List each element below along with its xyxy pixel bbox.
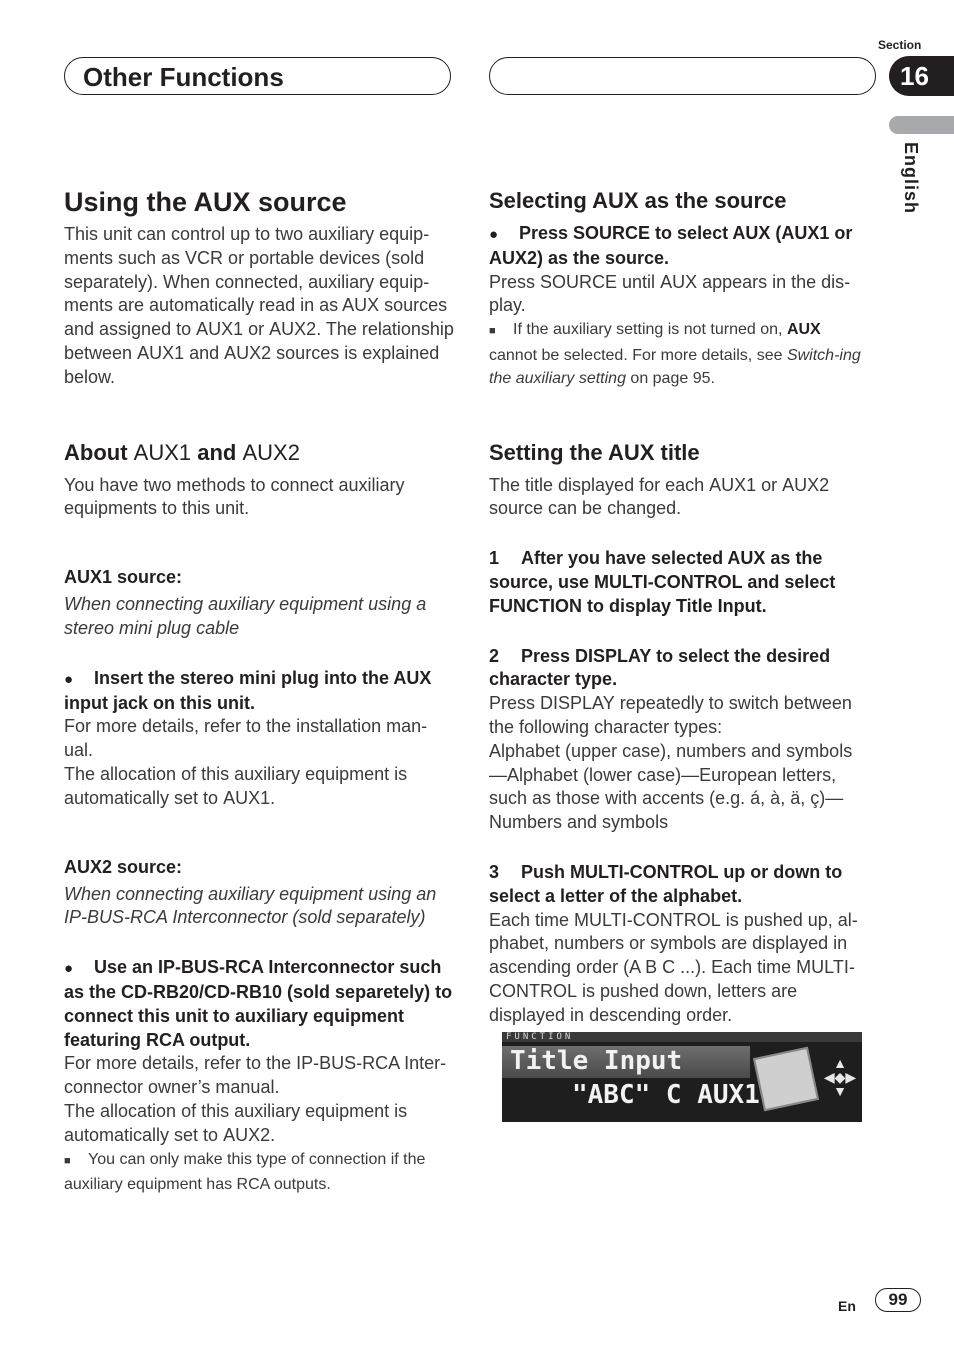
note-square-icon: ■ [489, 325, 496, 338]
aux2-condition: When connecting auxiliary equipment using an IP-BUS-RCA Interconnector (sold separately) [64, 883, 437, 928]
chapter-title: Other Functions [83, 62, 284, 92]
aux2-instruction: ● Use an IP-BUS-RCA Interconnector such as the CD-RB20/CD-RB10 (sold separetely) to connect this unit to auxiliary equipment featuring RCA output. [64, 956, 456, 1052]
display-function-label: FUNCTION [502, 1032, 862, 1042]
section-label: Section [878, 38, 922, 52]
about-text: You have two methods to connect auxiliary equipments to this unit. [64, 474, 405, 519]
title-text: The title displayed for each AUX1 or AUX2 source can be changed. [489, 474, 830, 519]
main-title: Using the AUX source [64, 187, 347, 217]
aux2-note: ■ You can only make this type of connection if the auxiliary equipment has RCA outputs. [64, 1150, 426, 1194]
select-heading: Selecting AUX as the source [489, 188, 787, 213]
step-2-text: Press DISPLAY repeatedly to switch between the following character types: [489, 693, 852, 738]
dpad-icon: ▲ ◀◆▶ ▼ [823, 1055, 857, 1099]
aux1-allocation: The allocation of this auxiliary equipment is automatically set to AUX1. [64, 763, 408, 808]
title-heading: Setting the AUX title [489, 439, 700, 465]
aux1-detail: For more details, refer to the installation man-ual. [64, 716, 428, 761]
intro-paragraph: This unit can control up to two auxiliary equip-ments such as VCR or portable devices (sold separately). When connected, auxiliary equip-ments are automatically read in as AUX sources and assigned to AUX1 or AUX2. The relationship between AUX1 and AUX2 sources is explained below. [64, 224, 454, 387]
display-illustration [502, 1032, 862, 1122]
select-text: Press SOURCE until AUX appears in the dis-play. [489, 271, 851, 316]
display-title-value: "ABC" C AUX1 [572, 1080, 760, 1110]
step-1: 1 After you have selected AUX as the source, use MULTI-CONTROL and select FUNCTION to display Title Input. [489, 548, 836, 616]
about-heading: About AUX1 and AUX2 [64, 439, 300, 465]
aux1-instruction: ● Insert the stereo mini plug into the AUX input jack on this unit. [64, 667, 456, 716]
select-instruction: ● Press SOURCE to select AUX (AUX1 or AUX2) as the source. [489, 222, 869, 271]
aux1-condition: When connecting auxiliary equipment using a stereo mini plug cable [64, 594, 427, 638]
left-column [64, 186, 456, 1197]
footer-language-code: En [838, 1298, 856, 1314]
page-number: 99 [875, 1288, 921, 1312]
step-3-text: Each time MULTI-CONTROL is pushed up, al-phabet, numbers or symbols are displayed in ascending order (A B C ...). Each time MULTI-CONTROL is pushed down, letters are displayed in descending order. [489, 909, 858, 1025]
header-empty-pill [489, 57, 876, 95]
note-square-icon: ■ [64, 1154, 71, 1167]
language-tab [889, 116, 954, 134]
aux2-allocation: The allocation of this auxiliary equipment is automatically set to AUX2. [64, 1100, 408, 1145]
aux2-detail: For more details, refer to the IP-BUS-RCA Inter-connector owner’s manual. [64, 1053, 447, 1098]
aux1-heading: AUX1 source: [64, 567, 183, 588]
section-number: 16 [889, 56, 954, 96]
language-label: English [901, 142, 921, 215]
aux2-heading: AUX2 source: [64, 856, 183, 877]
step-3: 3 Push MULTI-CONTROL up or down to select a letter of the alphabet. [489, 862, 843, 906]
notepad-icon [753, 1047, 819, 1111]
select-note: ■ If the auxiliary setting is not turned on, AUX cannot be selected. For more details, see Switch-ing the auxiliary setting on page 95. [489, 321, 861, 388]
step-2: 2 Press DISPLAY to select the desired character type. [489, 645, 831, 690]
right-column [489, 188, 869, 1028]
display-title-input: Title Input [510, 1046, 683, 1076]
step-2-list: Alphabet (upper case), numbers and symbols —Alphabet (lower case)—European letters, such as those with accents (e.g. á, à, ä, ç)— Numbers and symbols [489, 740, 853, 833]
chapter-header [64, 57, 451, 95]
